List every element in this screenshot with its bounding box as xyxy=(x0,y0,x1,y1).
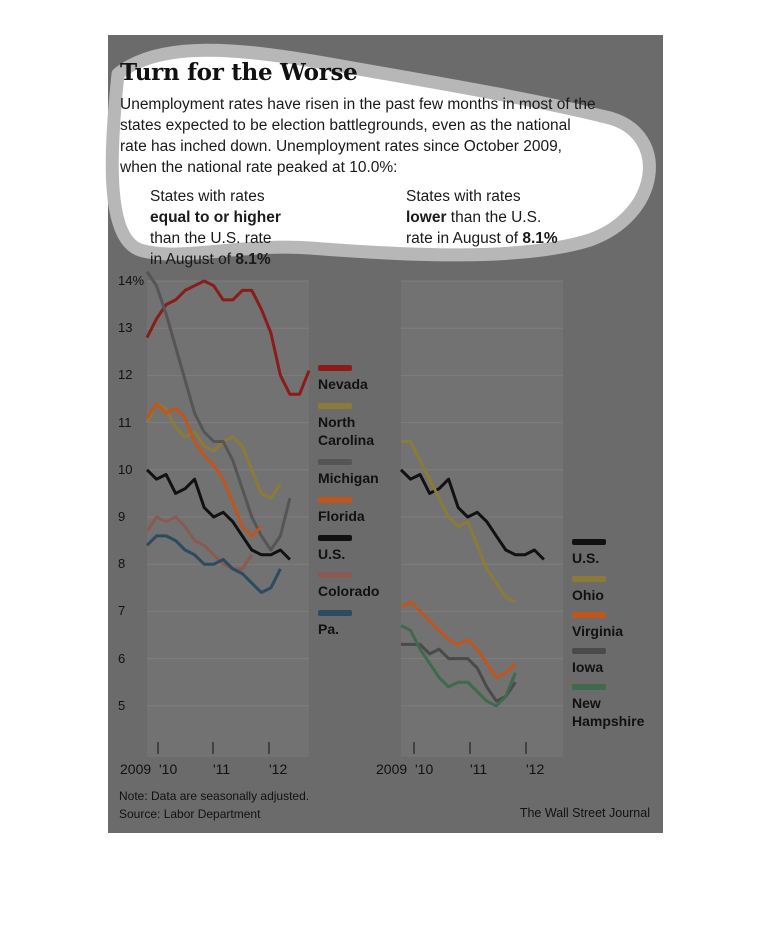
right-head-line2: than the U.S. xyxy=(446,209,542,226)
legend-label: Virginia xyxy=(572,623,624,639)
x-tick-label: 2009 xyxy=(120,761,152,777)
x-tick-label: '10 xyxy=(159,761,178,777)
y-tick-label: 12 xyxy=(118,367,133,383)
legend-label: Ohio xyxy=(572,587,604,603)
y-tick-label: 9 xyxy=(118,509,126,524)
legend-label: Nevada xyxy=(318,376,368,392)
right-head-line3: rate in August of xyxy=(406,230,523,247)
legend-label: North Carolina xyxy=(318,414,375,448)
x-tick-label: '12 xyxy=(526,761,545,777)
left-head-line4: in August of xyxy=(150,251,236,268)
footnote: Note: Data are seasonally adjusted. xyxy=(119,789,310,803)
right-head-line1: States with rates xyxy=(406,188,521,205)
chart-title: Turn for the Worse xyxy=(120,59,358,86)
y-tick-label: 8 xyxy=(118,556,126,572)
legend-label: U.S. xyxy=(318,546,346,562)
legend-label: Florida xyxy=(318,508,365,524)
x-tick-label: '12 xyxy=(269,761,288,777)
left-head-line3: than the U.S. rate xyxy=(150,230,272,247)
legend-label: Michigan xyxy=(318,470,379,486)
chart-subtitle: Unemployment rates have risen in the past few months in most of the states expected to be election battlegrounds, even as the national rate has inched down. Unemployment rates since October 2009, when the national rate peaked at 10.0%: xyxy=(120,96,596,176)
y-tick-label: 10 xyxy=(118,461,133,477)
legend-label: New Hampshire xyxy=(572,695,645,729)
right-head-value: 8.1% xyxy=(522,230,558,247)
publisher-credit: The Wall Street Journal xyxy=(519,806,650,820)
x-tick-label: 2009 xyxy=(376,761,408,777)
y-tick-label: 6 xyxy=(118,650,126,666)
right-head-bold: lower xyxy=(406,209,447,226)
x-tick-label: '11 xyxy=(470,761,488,777)
legend-label: Colorado xyxy=(318,583,380,599)
legend-label: Pa. xyxy=(318,621,340,637)
legend-label: U.S. xyxy=(572,550,600,566)
left-head-bold: equal to or higher xyxy=(150,209,281,226)
left-head-line1: States with rates xyxy=(150,188,265,205)
source-note: Source: Labor Department xyxy=(119,807,261,821)
y-tick-label: 7 xyxy=(118,603,126,619)
x-tick-label: '11 xyxy=(213,761,231,777)
y-tick-label: 14% xyxy=(118,273,145,288)
y-tick-label: 13 xyxy=(118,320,133,336)
y-tick-label: 11 xyxy=(118,414,132,430)
y-tick-label: 5 xyxy=(118,697,126,713)
legend-label: Iowa xyxy=(572,659,604,675)
left-head-value: 8.1% xyxy=(235,251,271,268)
x-tick-label: '10 xyxy=(415,761,434,777)
